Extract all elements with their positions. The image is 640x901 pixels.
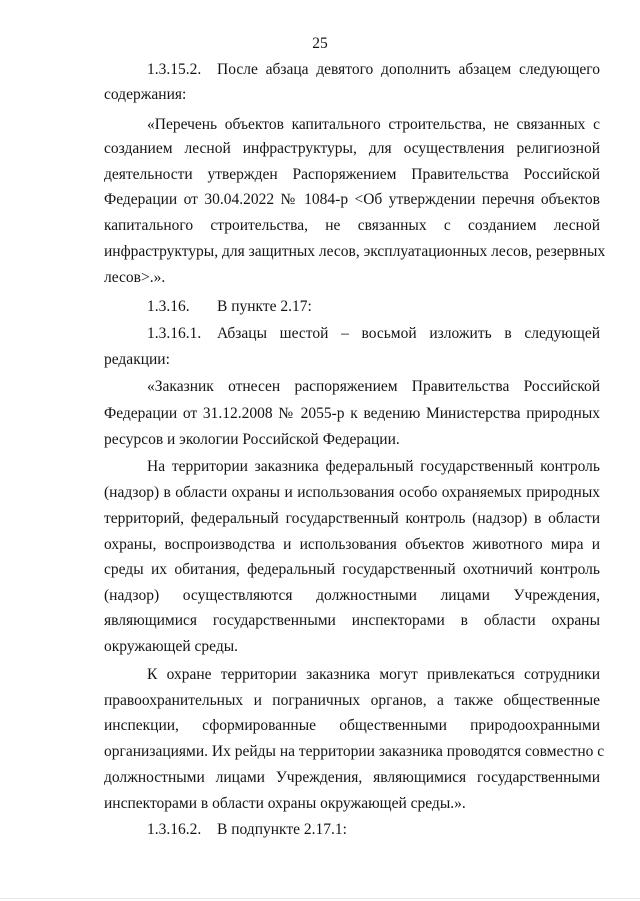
text-line: окружающей среды.: [104, 638, 239, 655]
text-line: организациями. Их рейды на территории заказника проводятся совместно с: [104, 743, 605, 760]
text-line: ресурсов и экологии Российской Федерации.: [104, 431, 400, 448]
text-line: лесов>.».: [104, 269, 166, 286]
text-line: должностными лицами Учреждения, являющимися государственными: [104, 769, 600, 786]
text-line: созданием лесной инфраструктуры, для осуществления религиозной: [104, 140, 600, 157]
clause-text: В подпункте 2.17.1:: [217, 821, 347, 838]
text-line: «Перечень объектов капитального строительства, не связанных с: [147, 116, 600, 133]
text-line: редакции:: [104, 351, 170, 368]
numbered-paragraph-line: [147, 297, 600, 317]
text-line: Федерации от 31.12.2008 № 2055-р к ведению Министерства природных: [104, 405, 600, 422]
clause-number: 1.3.16.2.: [147, 821, 202, 838]
text-line: (надзор) в области охраны и использования особо охраняемых природных: [104, 484, 600, 501]
text-line: капитального строительства, не связанных с созданием лесной: [104, 217, 600, 234]
clause-number: 1.3.16.: [147, 298, 190, 315]
text-line: правоохранительных и пограничных органов, а также общественные: [104, 692, 600, 709]
text-line: (надзор) осуществляются должностными лицами Учреждения,: [104, 587, 600, 604]
page-number: 25: [312, 35, 328, 52]
text-line: являющимися государственными инспекторами в области охраны: [104, 612, 600, 629]
text-line: содержания:: [104, 86, 187, 103]
text-line: инспекции, сформированные общественными природоохранными: [104, 717, 600, 734]
numbered-paragraph-line: [147, 324, 600, 344]
clause-number: 1.3.16.1.: [147, 325, 202, 342]
clause-number: 1.3.15.2.: [147, 61, 202, 78]
text-line: Федерации от 30.04.2022 № 1084-р <Об утверждении перечня объектов: [104, 191, 600, 208]
text-line: На территории заказника федеральный государственный контроль: [147, 458, 600, 475]
text-line: среды их обитания, федеральный государственный охотничий контроль: [104, 561, 600, 578]
text-line: К охране территории заказника могут привлекаться сотрудники: [147, 666, 600, 683]
text-line: «Заказник отнесен распоряжением Правительства Российской: [147, 378, 600, 395]
numbered-paragraph-line: [147, 820, 600, 840]
clause-text: После абзаца девятого дополнить абзацем следующего: [217, 61, 600, 78]
clause-text: В пункте 2.17:: [217, 298, 312, 315]
scan-edge: [0, 898, 640, 899]
text-line: инспекторами в области охраны окружающей среды.».: [104, 795, 466, 812]
numbered-paragraph-line: [147, 60, 600, 80]
text-line: деятельности утвержден Распоряжением Правительства Российской: [104, 166, 600, 183]
text-line: инфраструктуры, для защитных лесов, эксплуатационных лесов, резервных: [104, 243, 606, 260]
text-line: территорий, федеральный государственный контроль (надзор) в области: [104, 510, 600, 527]
text-line: охраны, воспроизводства и использования объектов животного мира и: [104, 536, 600, 553]
clause-text: Абзацы шестой – восьмой изложить в следующей: [217, 325, 600, 342]
